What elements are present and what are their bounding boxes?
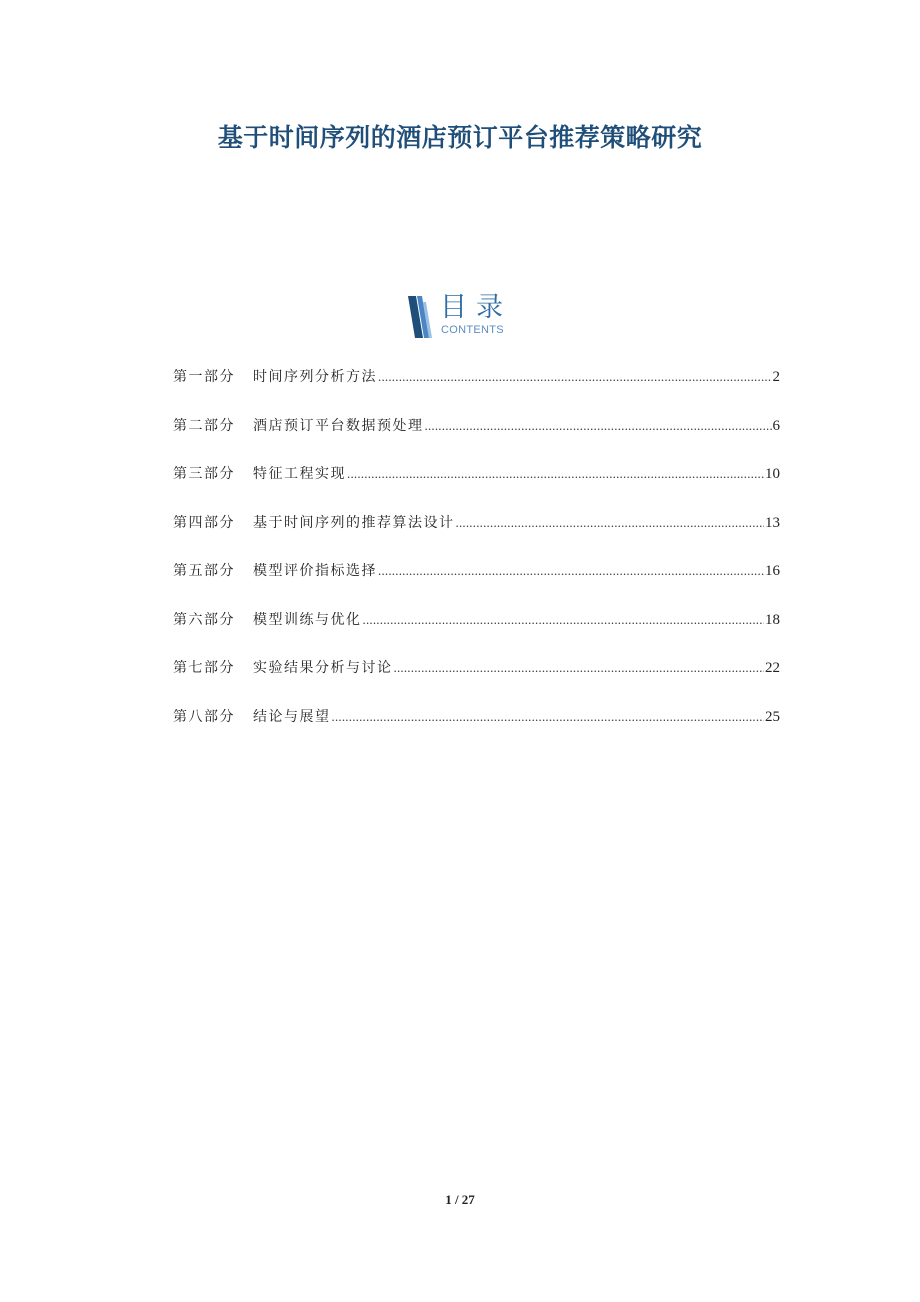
toc-heading: 目录 [440,292,512,323]
toc-entry-6[interactable] [173,609,780,658]
toc-entry-part: 第八部分 [173,708,235,725]
toc-entry-title: 模型评价指标选择 [253,563,377,579]
toc-entry-page: 25 [765,708,780,725]
toc-dot-leader [378,369,772,385]
toc-entry-page: 18 [765,611,780,628]
toc-entry-page: 2 [772,369,780,385]
table-of-contents [173,366,780,754]
toc-entry-title: 时间序列分析方法 [253,369,377,385]
toc-entry-page: 22 [765,660,780,676]
toc-entry-part: 第六部分 [173,611,235,628]
toc-dot-leader [363,612,765,628]
toc-entry-page: 10 [765,466,780,482]
toc-entry-2[interactable] [173,415,780,464]
page-number: 1 / 27 [445,1192,475,1207]
toc-entry-4[interactable] [173,512,780,561]
toc-entry-part: 第三部分 [173,466,235,482]
toc-header [408,294,528,340]
toc-entry-part: 第四部分 [173,514,235,531]
toc-dot-leader [394,660,765,676]
toc-dot-leader [425,418,772,434]
toc-entry-title: 特征工程实现 [253,466,346,482]
toc-dot-leader [347,466,764,482]
toc-subheading: CONTENTS [441,324,504,336]
toc-entry-7[interactable] [173,657,780,706]
toc-entry-page: 16 [765,563,780,579]
toc-entry-part: 第一部分 [173,369,235,385]
toc-entry-page: 13 [765,514,780,531]
toc-entry-page: 6 [772,417,780,434]
toc-entry-title: 模型训练与优化 [253,611,362,628]
toc-entry-title: 基于时间序列的推荐算法设计 [253,514,455,531]
toc-entry-5[interactable] [173,560,780,609]
toc-dot-leader [456,515,765,531]
toc-entry-8[interactable] [173,706,780,755]
toc-entry-title: 实验结果分析与讨论 [253,660,393,676]
toc-dot-leader [378,563,764,579]
toc-entry-3[interactable] [173,463,780,512]
toc-dot-leader [332,709,765,725]
toc-logo-icon [408,296,432,338]
toc-entry-part: 第二部分 [173,417,235,434]
toc-entry-1[interactable] [173,366,780,415]
toc-entry-title: 结论与展望 [253,708,331,725]
toc-entry-part: 第五部分 [173,563,235,579]
toc-entry-part: 第七部分 [173,660,235,676]
toc-entry-title: 酒店预订平台数据预处理 [253,417,424,434]
document-title: 基于时间序列的酒店预订平台推荐策略研究 [217,123,703,152]
